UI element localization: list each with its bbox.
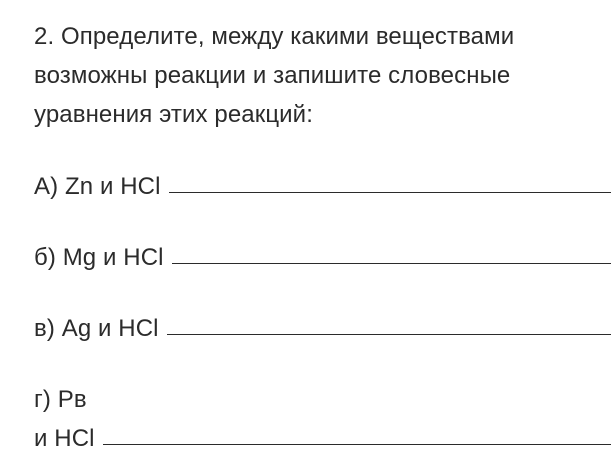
task-instruction-line-1: 2. Определите, между какими веществами — [34, 23, 515, 50]
item-d-line-1: г) Рв — [34, 386, 87, 413]
item-b-label: б) Mg и HCl — [34, 244, 164, 271]
item-d-answer-line — [103, 444, 611, 445]
task-instruction-line-2: возможны реакции и запишите словесные — [34, 62, 511, 89]
item-d-label: и HCl — [34, 425, 95, 452]
item-c-label: в) Ag и HCl — [34, 315, 159, 342]
item-a-answer-line — [169, 192, 611, 193]
item-c-answer-line — [167, 334, 611, 335]
item-c — [34, 314, 611, 344]
item-b-answer-line — [172, 263, 611, 264]
item-a-label: А) Zn и HCl — [34, 173, 161, 200]
item-b — [34, 243, 611, 273]
worksheet-task — [34, 0, 611, 454]
item-d-line-2 — [34, 424, 611, 454]
task-instruction-line-3: уравнения этих реакций: — [34, 101, 313, 128]
item-a — [34, 172, 611, 202]
